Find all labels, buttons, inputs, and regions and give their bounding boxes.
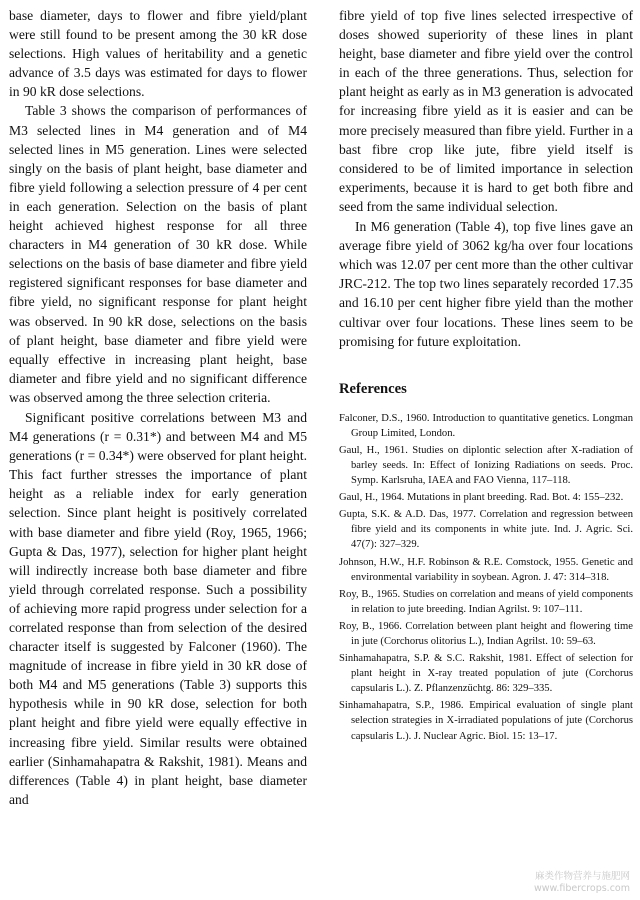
paragraph: base diameter, days to flower and fibre yield/plant were still found to be present among the 30 kR dose selections. High values of heritability and a genetic advance of 3.5 days was estimated for days to flower in 90 kR dose selections. [9, 8, 307, 100]
watermark-line: 麻类作物营养与施肥网 [534, 871, 630, 882]
paragraph: Table 3 shows the comparison of performances of M3 selected lines in M4 generation and of M4 selected lines in M5 generation. Lines were selected singly on the basis of plant height, base diameter and fibre yield following a selection pressure of 4 per cent in each generation. Selection on the basis of plant height achieved highest response for all three characters in M4 generation of 30 kR dose. While selections on the basis of base diameter and fibre yield registered significant responses for base diameter and fibre yield, no significant response for plant height was observed. In 90 kR dose, selections on the basis of plant height, base diameter and fibre yield were equally effective in increasing plant height, base diameter and fibre yield and no significant difference was observed among the three selection criteria. [9, 103, 307, 405]
watermark-line: www.fibercrops.com [533, 883, 630, 894]
site-watermark [534, 871, 630, 895]
reference-item: Roy, B., 1965. Studies on correlation and means of yield components in relation to jute breeding. Indian Agrilst. 9: 107–111. [339, 588, 633, 615]
left-column [9, 6, 307, 809]
reference-item: Sinhamahapatra, S.P. & S.C. Rakshit, 1981. Effect of selection for plant height in X-ray treated population of jute (Corchorus capsularis L.). Z. Pflanzenzüchtg. 86: 329–335. [339, 653, 633, 695]
reference-item: Roy, B., 1966. Correlation between plant height and flowering time in jute (Corchorus olitorius L.), Indian Agrilst. 10: 59–63. [339, 620, 633, 647]
paragraph: fibre yield of top five lines selected irrespective of doses showed superiority of these lines in plant height, base diameter and fibre yield over the control in each of the three generations. Thus, selection for plant height as early as in M3 generation is advocated for increasing fibre yield as it is easier and can be more precisely measured than fibre yield. Further in a bast fibre crop like jute, fibre yield itself is considered to be of limited importance in selection experiments, because it is hard to get both fibre and seed from the same individual selection. [339, 8, 633, 214]
paragraph: In M6 generation (Table 4), top five lines gave an average fibre yield of 3062 kg/ha over four locations which was 12.07 per cent more than the other cultivar JRC-212. The top two lines separately recorded 17.35 and 16.10 per cent higher fibre yield than the mother cultivar over four locations. These lines seem to be promising for future exploitation. [339, 219, 633, 349]
reference-item: Gupta, S.K. & A.D. Das, 1977. Correlation and regression between fibre yield and its components in white jute. Ind. J. Agric. Sci. 47(7): 327–329. [339, 509, 633, 551]
right-column [339, 6, 633, 746]
reference-item: Gaul, H., 1964. Mutations in plant breeding. Rad. Bot. 4: 155–232. [339, 492, 624, 504]
reference-item: Gaul, H., 1961. Studies on diplontic selection after X-radiation of barley seeds. In: Effect of Ionizing Radiations on seeds. Proc. Symp. Karlsruha, IAEA and FAO Vienna, 117–118. [339, 444, 633, 487]
reference-item: Falconer, D.S., 1960. Introduction to quantitative genetics. Longman Group Limited, London. [339, 412, 633, 439]
paragraph: Significant positive correlations between M3 and M4 generations (r = 0.31*) and between M4 and M5 generations (r = 0.34*) were observed for plant height. This fact further stresses the importance of plant height as a reliable index for early generation selection. Since plant height is positively correlated with base diameter and fibre yield (Roy, 1965, 1966; Gupta & Das, 1977), selection for higher plant height will indirectly increase both base diameter and fibre yield through correlated response. Such a possibility of achieving more rapid progress under selection for a correlated response than from selection of the desired character itself is suggested by Falconer (1960). The magnitude of increase in fibre yield in 30 kR dose of both M4 and M5 generations (Table 3) supports this hypothesis while in 90 kR dose, selection for both plant height and fibre yield were equally effective in increasing fibre yield. Similar results were obtained earlier (Sinhamahapatra & Rakshit, 1981). Means and differences (Table 4) in plant height, base diameter and [9, 409, 307, 807]
references-list [339, 411, 633, 744]
reference-item: Sinhamahapatra, S.P., 1986. Empirical evaluation of single plant selection strategies in X-irradiated populations of jute (Corchorus capsularis L.). J. Nuclear Agric. Biol. 15: 13–17. [339, 700, 633, 742]
reference-item: Johnson, H.W., H.F. Robinson & R.E. Comstock, 1955. Genetic and environmental variability in soybean. Agron. J. 47: 314–318. [339, 556, 633, 583]
references-heading: References [339, 380, 407, 397]
